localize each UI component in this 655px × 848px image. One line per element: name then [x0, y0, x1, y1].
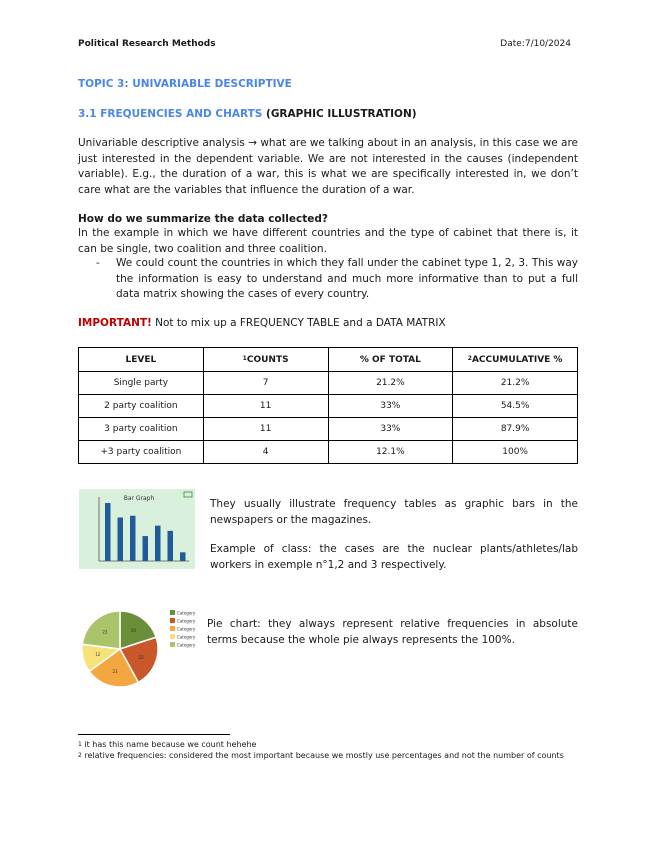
legend-label: Category [177, 618, 196, 624]
cell-level: 2 party coalition [79, 395, 204, 418]
bar [118, 518, 124, 562]
cell-counts: 4 [203, 441, 328, 464]
footnote-2 [78, 750, 568, 761]
legend-swatch [170, 618, 175, 623]
footnote-ref-1[interactable]: 1 [242, 354, 247, 362]
bar [180, 552, 186, 561]
bar-chart-image [79, 489, 195, 569]
header-level: LEVEL [79, 348, 204, 372]
pie-slice-label: 23 [102, 629, 108, 635]
legend-label: Category [177, 642, 196, 648]
cell-level: +3 party coalition [79, 441, 204, 464]
bar-chart-text: They usually illustrate frequency tables as graphic bars in the newspapers or the magazines. [210, 498, 578, 526]
legend-label: Category [177, 626, 196, 632]
header-accum [453, 348, 578, 372]
cell-level: 3 party coalition [79, 418, 204, 441]
header-counts-label: COUNTS [246, 354, 289, 365]
header-accum-label: ACCUMULATIVE % [471, 354, 563, 365]
frequency-table [78, 347, 578, 464]
cell-accum: 54.5% [453, 395, 578, 418]
pie-legend [170, 610, 196, 648]
course-title: Political Research Methods [78, 39, 216, 49]
pie-chart-image [80, 606, 200, 692]
legend-label: Category [177, 634, 196, 640]
header-counts [203, 348, 328, 372]
class-example-text: Example of class: the cases are the nuclear plants/athletes/lab workers in exemple n°1,2 and 3 respectively. [210, 543, 578, 571]
cell-level: Single party [79, 372, 204, 395]
pie-slice [82, 611, 120, 649]
cell-accum: 100% [453, 441, 578, 464]
footnote-2-text: relative frequencies: considered the most important because we mostly use percentages and not the number of counts [81, 751, 564, 760]
pie-slice-label: 12 [95, 652, 101, 658]
legend-swatch [170, 626, 175, 631]
cell-accum: 21.2% [453, 372, 578, 395]
footnote-1-text: it has this name because we count hehehe [81, 740, 257, 749]
bar-chart-title: Bar Graph [123, 495, 155, 502]
bar [168, 531, 174, 561]
date-label: Date:7/10/2024 [500, 39, 571, 49]
cell-counts: 11 [203, 418, 328, 441]
legend-swatch [170, 642, 175, 647]
topic-heading: TOPIC 3: UNIVARIABLE DESCRIPTIVE [78, 78, 292, 90]
question-heading: How do we summarize the data collected? [78, 213, 328, 225]
question-paragraph: In the example in which we have different countries and the type of cabinet that there is, it can be single, two coalition and three coalition. [78, 227, 578, 255]
legend-swatch [170, 634, 175, 639]
footnote-1-marker: 1 [78, 741, 82, 748]
section-number-title: 3.1 FREQUENCIES AND CHARTS [78, 108, 263, 120]
legend-swatch [170, 610, 175, 615]
bar [155, 526, 161, 561]
table-row [79, 441, 578, 464]
table-row [79, 395, 578, 418]
important-note [78, 317, 446, 329]
important-label: IMPORTANT! [78, 317, 152, 329]
pie-slice-label: 23 [112, 668, 118, 674]
cell-pct: 33% [328, 395, 453, 418]
section-subtitle: (GRAPHIC ILLUSTRATION) [262, 108, 417, 120]
header-pct: % OF TOTAL [328, 348, 453, 372]
pie-slices [82, 611, 158, 687]
table-row [79, 372, 578, 395]
pie-slice-label: 20 [130, 628, 136, 634]
bar [143, 536, 149, 561]
bullet-text: We could count the countries in which they fall under the cabinet type 1, 2, 3. This way the information is easy to understand and much more informative than to put a full data matrix showing the cases of every country. [116, 257, 578, 300]
bar [130, 516, 136, 561]
footnote-ref-2[interactable]: 2 [467, 354, 472, 362]
pie-slice-label: 22 [138, 654, 144, 660]
cell-counts: 7 [203, 372, 328, 395]
cell-pct: 21.2% [328, 372, 453, 395]
cell-counts: 11 [203, 395, 328, 418]
footnote-2-marker: 2 [78, 752, 82, 759]
important-text: Not to mix up a FREQUENCY TABLE and a DATA MATRIX [151, 317, 446, 329]
bar [105, 503, 111, 561]
footnote-1 [78, 739, 578, 750]
cell-accum: 87.9% [453, 418, 578, 441]
bullet-marker: - [96, 257, 100, 269]
section-heading [78, 108, 417, 120]
pie-chart-text: Pie chart: they always represent relative frequencies in absolute terms because the whole pie always represents the 100%. [207, 618, 578, 646]
table-row [79, 418, 578, 441]
cell-pct: 33% [328, 418, 453, 441]
table-header-row [79, 348, 578, 372]
cell-pct: 12.1% [328, 441, 453, 464]
intro-paragraph: Univariable descriptive analysis → what are we talking about in an analysis, in this case we are just interested in the dependent variable. We are not interested in the causes (independent variable). E.g., the duration of a war, this is what we are specifically interested in, we don’t care what are the variables that influence the duration of a war. [78, 137, 578, 196]
legend-label: Category [177, 610, 196, 616]
footnote-divider [78, 734, 230, 735]
